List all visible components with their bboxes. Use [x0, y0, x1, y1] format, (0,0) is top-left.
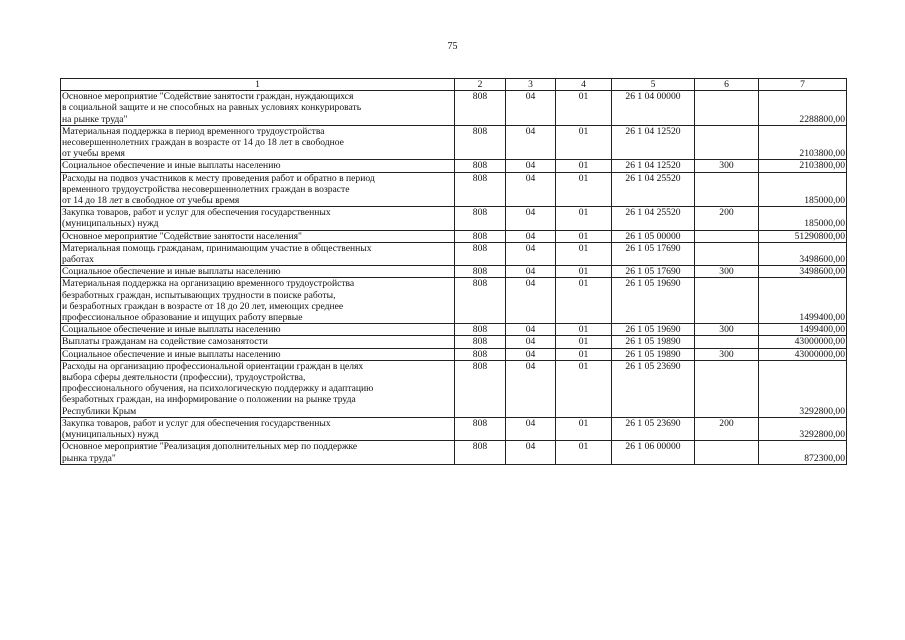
row-expense-type-cell: 300: [695, 348, 759, 360]
row-section-cell: 04: [506, 417, 556, 440]
table-row: [61, 278, 847, 324]
header-col-2: 2: [455, 79, 506, 91]
row-expense-type-cell: [695, 441, 759, 464]
row-target-article-cell: 26 1 05 23690: [612, 360, 695, 417]
row-grbs-cell: 808: [455, 348, 506, 360]
row-grbs-cell: 808: [455, 266, 506, 278]
row-name-cell: Социальное обеспечение и иные выплаты населению: [61, 266, 455, 278]
row-amount-cell: 3292800,00: [759, 360, 847, 417]
header-col-7: 7: [759, 79, 847, 91]
table-row: [61, 242, 847, 265]
row-name-cell: Материальная поддержка на организацию временного трудоустройства безработных граждан, испытывающих трудности в поиске работы, и безработных граждан в возрасте от 18 до 20 лет, имеющих среднее профессиональное образование и ищущих работу впервые: [61, 278, 455, 324]
row-section-cell: 04: [506, 441, 556, 464]
row-name-cell: Социальное обеспечение и иные выплаты населению: [61, 160, 455, 172]
row-expense-type-cell: [695, 278, 759, 324]
budget-table: [60, 78, 847, 465]
header-col-4: 4: [556, 79, 612, 91]
row-subsection-cell: 01: [556, 91, 612, 126]
row-target-article-cell: 26 1 05 19890: [612, 336, 695, 348]
row-target-article-cell: 26 1 04 12520: [612, 160, 695, 172]
row-amount-cell: 1499400,00: [759, 278, 847, 324]
row-amount-cell: 872300,00: [759, 441, 847, 464]
row-name-cell: Основное мероприятие "Реализация дополнительных мер по поддержке рынка труда": [61, 441, 455, 464]
row-section-cell: 04: [506, 172, 556, 207]
table-row: [61, 324, 847, 336]
row-amount-cell: 185000,00: [759, 207, 847, 230]
row-grbs-cell: 808: [455, 278, 506, 324]
row-subsection-cell: 01: [556, 348, 612, 360]
row-name-cell: Выплаты гражданам на содействие самозанятости: [61, 336, 455, 348]
table-row: [61, 230, 847, 242]
row-subsection-cell: 01: [556, 441, 612, 464]
table-row: [61, 160, 847, 172]
row-subsection-cell: 01: [556, 278, 612, 324]
row-amount-cell: 185000,00: [759, 172, 847, 207]
row-name-cell: Материальная поддержка в период временного трудоустройства несовершеннолетних граждан в возрасте от 14 до 18 лет в свободное от учебы время: [61, 125, 455, 160]
row-grbs-cell: 808: [455, 324, 506, 336]
header-col-6: 6: [695, 79, 759, 91]
row-amount-cell: 2103800,00: [759, 125, 847, 160]
row-expense-type-cell: [695, 91, 759, 126]
row-section-cell: 04: [506, 278, 556, 324]
row-amount-cell: 1499400,00: [759, 324, 847, 336]
row-target-article-cell: 26 1 04 00000: [612, 91, 695, 126]
header-col-3: 3: [506, 79, 556, 91]
row-grbs-cell: 808: [455, 160, 506, 172]
row-grbs-cell: 808: [455, 360, 506, 417]
row-expense-type-cell: [695, 242, 759, 265]
row-subsection-cell: 01: [556, 207, 612, 230]
row-grbs-cell: 808: [455, 417, 506, 440]
table-row: [61, 207, 847, 230]
row-grbs-cell: 808: [455, 336, 506, 348]
row-subsection-cell: 01: [556, 336, 612, 348]
row-name-cell: Закупка товаров, работ и услуг для обеспечения государственных (муниципальных) нужд: [61, 207, 455, 230]
table-row: [61, 266, 847, 278]
row-name-cell: Основное мероприятие "Содействие занятости населения": [61, 230, 455, 242]
row-amount-cell: 3498600,00: [759, 242, 847, 265]
row-expense-type-cell: [695, 125, 759, 160]
row-target-article-cell: 26 1 05 19690: [612, 324, 695, 336]
row-target-article-cell: 26 1 04 12520: [612, 125, 695, 160]
row-amount-cell: 43000000,00: [759, 336, 847, 348]
row-expense-type-cell: [695, 360, 759, 417]
row-section-cell: 04: [506, 230, 556, 242]
table-row: [61, 172, 847, 207]
row-amount-cell: 51290800,00: [759, 230, 847, 242]
table-row: [61, 125, 847, 160]
row-grbs-cell: 808: [455, 230, 506, 242]
row-target-article-cell: 26 1 04 25520: [612, 172, 695, 207]
row-target-article-cell: 26 1 05 00000: [612, 230, 695, 242]
row-amount-cell: 2288800,00: [759, 91, 847, 126]
row-section-cell: 04: [506, 91, 556, 126]
row-target-article-cell: 26 1 05 19890: [612, 348, 695, 360]
row-expense-type-cell: 300: [695, 160, 759, 172]
row-section-cell: 04: [506, 360, 556, 417]
header-col-5: 5: [612, 79, 695, 91]
row-grbs-cell: 808: [455, 125, 506, 160]
row-section-cell: 04: [506, 324, 556, 336]
row-name-cell: Закупка товаров, работ и услуг для обеспечения государственных (муниципальных) нужд: [61, 417, 455, 440]
table-row: [61, 441, 847, 464]
row-subsection-cell: 01: [556, 160, 612, 172]
row-section-cell: 04: [506, 242, 556, 265]
row-amount-cell: 43000000,00: [759, 348, 847, 360]
row-section-cell: 04: [506, 125, 556, 160]
table-row: [61, 348, 847, 360]
row-section-cell: 04: [506, 266, 556, 278]
table-row: [61, 417, 847, 440]
table-header-row: [61, 79, 847, 91]
row-expense-type-cell: [695, 230, 759, 242]
row-amount-cell: 3498600,00: [759, 266, 847, 278]
row-grbs-cell: 808: [455, 207, 506, 230]
row-subsection-cell: 01: [556, 360, 612, 417]
row-section-cell: 04: [506, 160, 556, 172]
row-subsection-cell: 01: [556, 242, 612, 265]
row-name-cell: Социальное обеспечение и иные выплаты населению: [61, 348, 455, 360]
row-target-article-cell: 26 1 05 17690: [612, 242, 695, 265]
row-section-cell: 04: [506, 207, 556, 230]
row-grbs-cell: 808: [455, 441, 506, 464]
row-expense-type-cell: 200: [695, 417, 759, 440]
row-name-cell: Расходы на подвоз участников к месту проведения работ и обратно в период временного трудоустройства несовершеннолетних граждан в возрасте от 14 до 18 лет в свободное от учебы время: [61, 172, 455, 207]
row-amount-cell: 3292800,00: [759, 417, 847, 440]
table-row: [61, 360, 847, 417]
row-amount-cell: 2103800,00: [759, 160, 847, 172]
table-row: [61, 336, 847, 348]
row-grbs-cell: 808: [455, 172, 506, 207]
row-expense-type-cell: [695, 172, 759, 207]
table-row: [61, 91, 847, 126]
row-subsection-cell: 01: [556, 172, 612, 207]
row-target-article-cell: 26 1 05 17690: [612, 266, 695, 278]
row-target-article-cell: 26 1 05 23690: [612, 417, 695, 440]
row-expense-type-cell: [695, 336, 759, 348]
row-name-cell: Социальное обеспечение и иные выплаты населению: [61, 324, 455, 336]
row-grbs-cell: 808: [455, 242, 506, 265]
row-subsection-cell: 01: [556, 125, 612, 160]
row-subsection-cell: 01: [556, 324, 612, 336]
header-col-1: 1: [61, 79, 455, 91]
row-subsection-cell: 01: [556, 417, 612, 440]
row-name-cell: Основное мероприятие "Содействие занятости граждан, нуждающихся в социальной защите и не способных на равных условиях конкурировать на рынке труда": [61, 91, 455, 126]
row-expense-type-cell: 200: [695, 207, 759, 230]
page-number: 75: [447, 41, 458, 52]
row-section-cell: 04: [506, 348, 556, 360]
row-target-article-cell: 26 1 06 00000: [612, 441, 695, 464]
row-subsection-cell: 01: [556, 266, 612, 278]
row-name-cell: Расходы на организацию профессиональной ориентации граждан в целях выбора сферы деятельности (профессии), трудоустройства, профессионального обучения, на психологическую поддержку и адаптацию безработных граждан, на информирование о положении на рынке труда Республики Крым: [61, 360, 455, 417]
row-grbs-cell: 808: [455, 91, 506, 126]
row-name-cell: Материальная помощь гражданам, принимающим участие в общественных работах: [61, 242, 455, 265]
row-target-article-cell: 26 1 04 25520: [612, 207, 695, 230]
row-target-article-cell: 26 1 05 19690: [612, 278, 695, 324]
row-expense-type-cell: 300: [695, 266, 759, 278]
row-subsection-cell: 01: [556, 230, 612, 242]
row-section-cell: 04: [506, 336, 556, 348]
row-expense-type-cell: 300: [695, 324, 759, 336]
